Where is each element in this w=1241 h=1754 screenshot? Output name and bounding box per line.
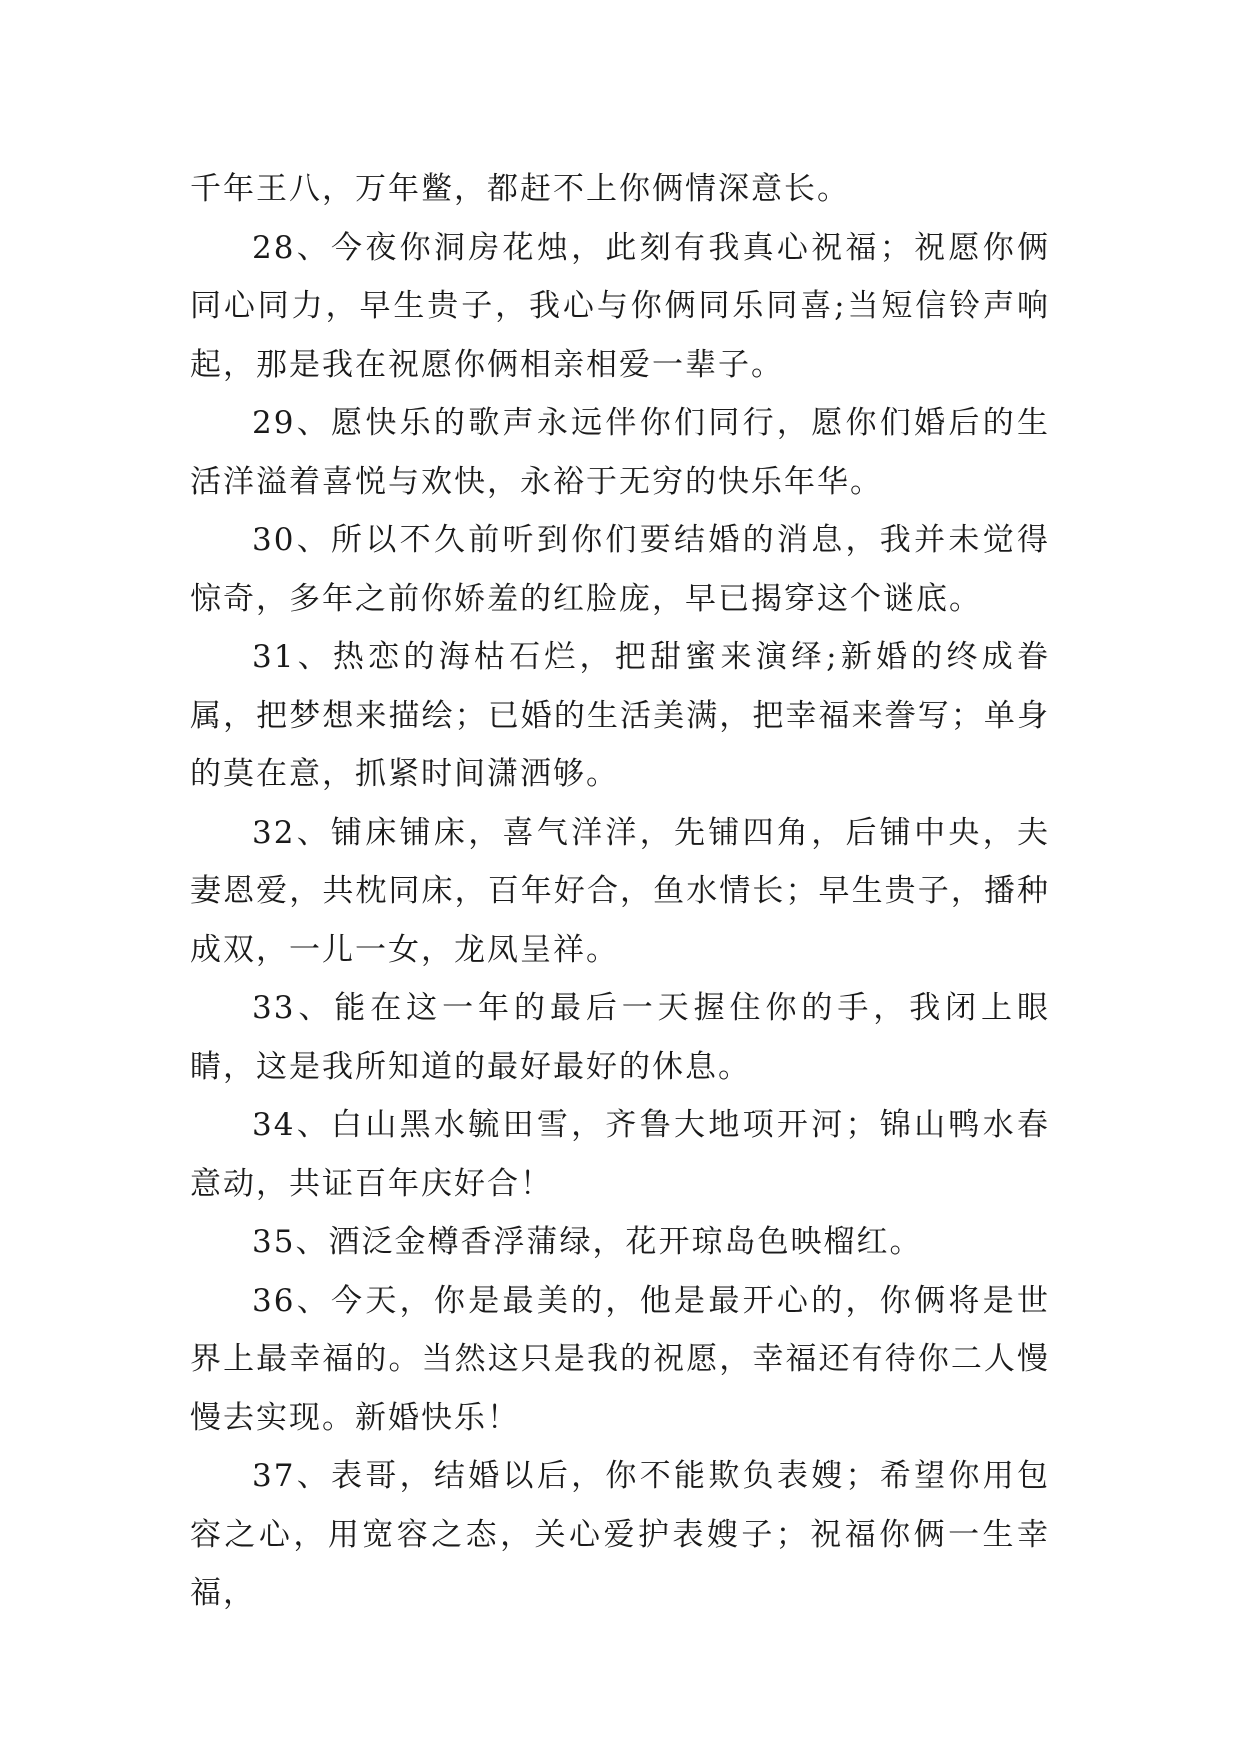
paragraph-item-28: 28、今夜你洞房花烛，此刻有我真心祝福；祝愿你俩同心同力，早生贵子，我心与你俩同乐同喜;当短信铃声响起，那是我在祝愿你俩相亲相爱一辈子。	[190, 229, 1050, 383]
paragraph-item-31: 31、热恋的海枯石烂，把甜蜜来演绎;新婚的终成眷属，把梦想来描绘；已婚的生活美满，把幸福来誊写；单身的莫在意，抓紧时间潇洒够。	[190, 639, 1050, 792]
paragraph-item-37: 37、表哥，结婚以后，你不能欺负表嫂；希望你用包容之心，用宽容之态，关心爱护表嫂子；祝福你俩一生幸福，	[190, 1458, 1050, 1611]
paragraph-item-35: 35、酒泛金樽香浮蒲绿，花开琼岛色映榴红。	[252, 1224, 923, 1260]
paragraph-item-36: 36、今天，你是最美的，他是最开心的，你俩将是世界上最幸福的。当然这只是我的祝愿，幸福还有待你二人慢慢去实现。新婚快乐！	[190, 1282, 1050, 1436]
paragraph-item-29: 29、愿快乐的歌声永远伴你们同行，愿你们婚后的生活洋溢着喜悦与欢快，永裕于无穷的快乐年华。	[190, 405, 1050, 500]
paragraph-item-32: 32、铺床铺床，喜气洋洋，先铺四角，后铺中央，夫妻恩爱，共枕同床，百年好合，鱼水情长；早生贵子，播种成双，一儿一女，龙凤呈祥。	[190, 814, 1050, 968]
paragraph-item-33: 33、能在这一年的最后一天握住你的手，我闭上眼睛，这是我所知道的最好最好的休息。	[190, 990, 1050, 1085]
document-body	[190, 160, 1050, 1623]
paragraph-item-34: 34、白山黑水毓田雪，齐鲁大地项开河；锦山鸭水春意动，共证百年庆好合！	[190, 1107, 1050, 1202]
paragraph-item-30: 30、所以不久前听到你们要结婚的消息，我并未觉得惊奇，多年之前你娇羞的红脸庞，早已揭穿这个谜底。	[190, 522, 1050, 617]
paragraph-continuation: 千年王八，万年鳖，都赶不上你俩情深意长。	[190, 171, 850, 207]
